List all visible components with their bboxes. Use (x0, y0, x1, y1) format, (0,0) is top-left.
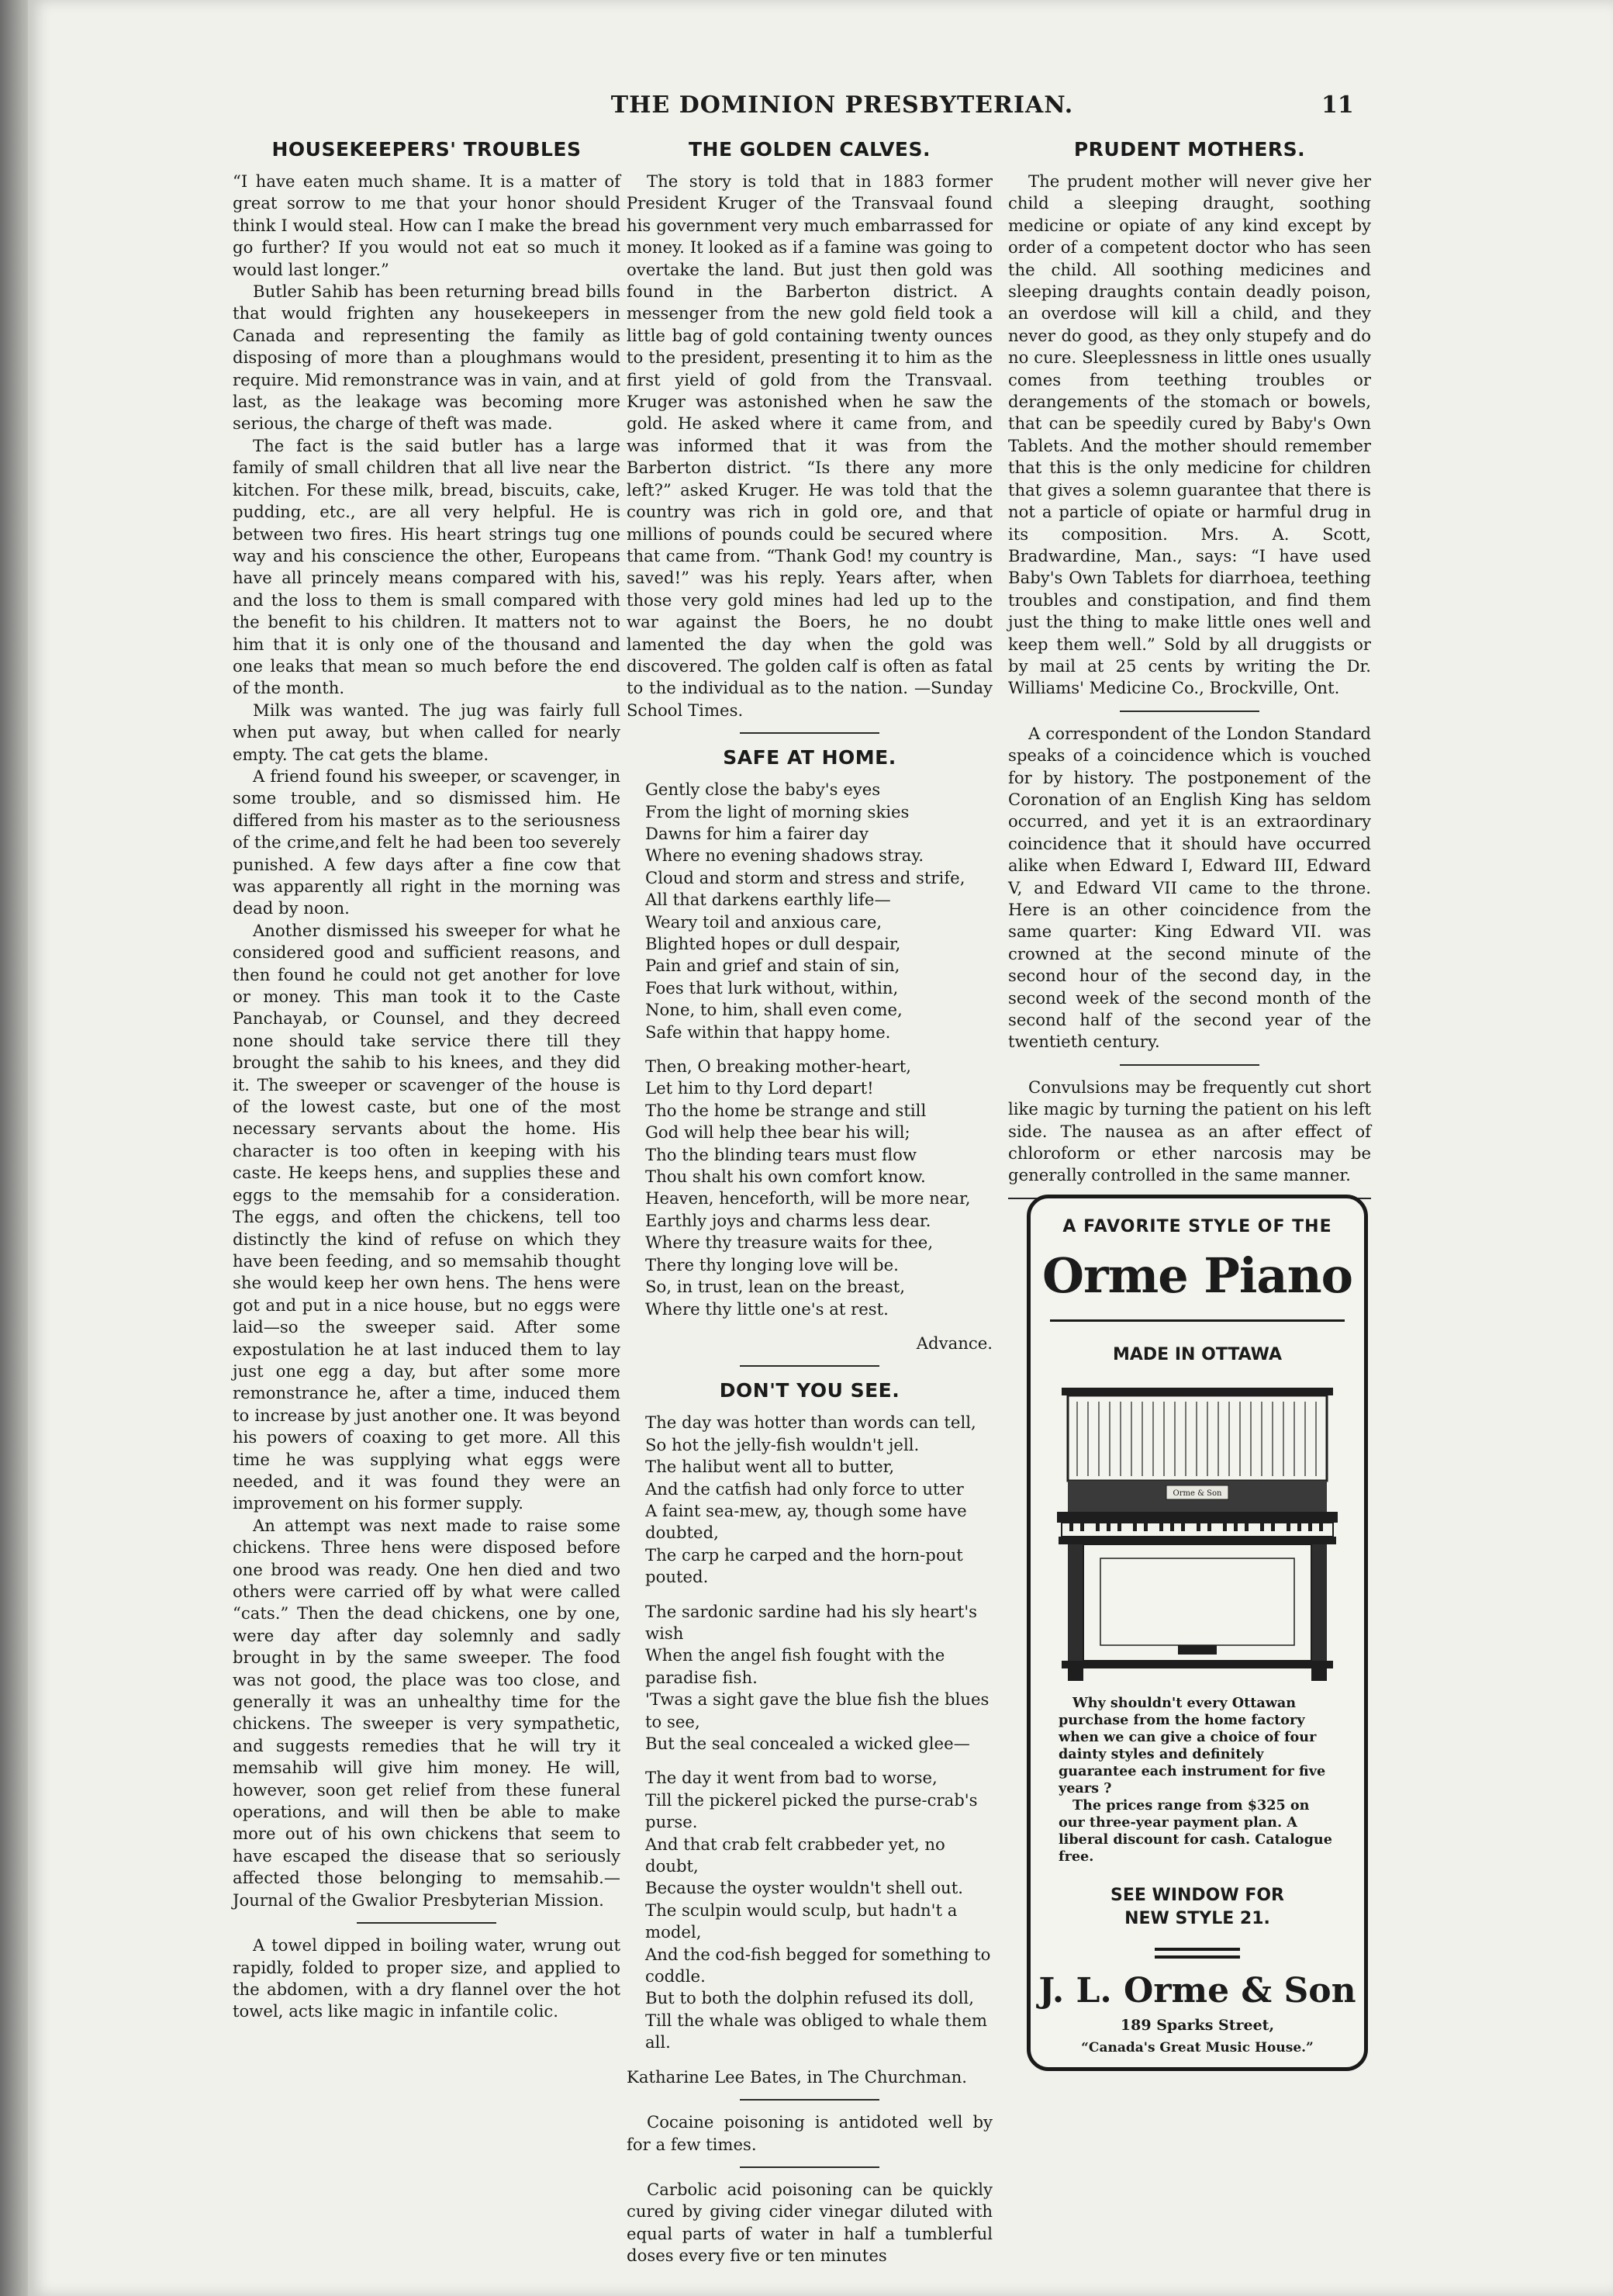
column-2 (627, 137, 993, 2267)
poem-line: But to both the dolphin refused its doll, (645, 1988, 974, 2008)
divider (740, 1365, 879, 1367)
poem-line: Safe within that happy home. (645, 1022, 891, 1042)
running-head: THE DOMINION PRESBYTERIAN. (610, 92, 1074, 119)
poem-line: God will help thee bear his will; (645, 1122, 910, 1143)
page-number: 11 (1321, 92, 1354, 119)
poem-line: The day it went from bad to worse, (645, 1768, 938, 1788)
poem-line: Blighted hopes or dull despair, (645, 934, 901, 953)
poem-credit: Katharine Lee Bates, in The Churchman. (627, 2066, 968, 2087)
divider (357, 1922, 496, 1924)
poem-line: A faint sea-mew, ay, though some have doubted, (645, 1500, 967, 1543)
poem-line: So, in trust, lean on the breast, (645, 1277, 905, 1297)
paragraph: The fact is the said butler has a large family of small children that all live near the kitchen. For these milk, bread, biscuits, cake, pudding, etc., are all very helpful. He is between two fires. His heart strings tug one way and his conscience the other, Europeans have all princely means compared with his, and the loss to them is small compared with the benefit to his children. It matters not to him that it is only one of the thousand and one leaks that mean so much before the end of the month. (233, 435, 620, 698)
poem-line: Heaven, henceforth, will be more near, (645, 1188, 971, 1209)
ad-firm-name: J. L. Orme & Son (1038, 1971, 1356, 2011)
stanza (627, 779, 993, 1043)
column-1 (233, 137, 620, 2023)
column-3 (1008, 137, 1371, 1210)
poem-line: The sculpin would sculp, but hadn't a model, (645, 1900, 958, 1942)
article-heading-housekeepers: HOUSEKEEPERS' TROUBLES (271, 138, 582, 161)
ad-double-rule (1155, 1955, 1240, 1959)
poem-line: Gently close the baby's eyes (645, 780, 881, 800)
poem-dont-you-see (627, 1412, 993, 2088)
ad-body-text: Why shouldn't every Ottawan purchase from the home factory when we can give a choice of four dainty styles and definitely guarantee each instrument for five years ? (1059, 1695, 1326, 1796)
poem-line: Thou shalt his own comfort know. (645, 1167, 926, 1187)
ad-address: 189 Sparks Street, (1120, 2017, 1275, 2034)
ad-made-in: MADE IN OTTAWA (1113, 1345, 1282, 1364)
poem-line: Till the whale was obliged to whale them all. (645, 2010, 987, 2052)
divider (740, 732, 879, 734)
poem-line: Foes that lurk without, within, (645, 977, 899, 998)
divider (740, 2099, 879, 2101)
poem-line: But the seal concealed a wicked glee— (645, 1734, 970, 1753)
divider (740, 2166, 879, 2168)
paragraph-towel: A towel dipped in boiling water, wrung out rapidly, folded to proper size, and applied to the abdomen, with a dry flannel over the hot towel, acts like magic in infantile colic. (233, 1935, 620, 2021)
ad-prices: The prices range from $325 on our three-year payment plan. A liberal discount for cash. Catalogue free. (1059, 1797, 1332, 1865)
divider (1120, 711, 1259, 712)
paragraph: A friend found his sweeper, or scavenger, in some trouble, and so dismissed him. He differed from his master as to the seriousness of the crime,and felt he had been too severely punished. A few days after a fine cow that was apparently all right in the morning was dead by noon. (233, 766, 620, 918)
paragraph: “I have eaten much shame. It is a matter of great sorrow to me that your honor should think I would steal. How can I make the bread go further? If you would not eat so much it would last longer.” (233, 171, 620, 279)
poem-line: The day was hotter than words can tell, (645, 1413, 976, 1433)
poem-line: Cloud and storm and stress and strife, (645, 867, 965, 887)
poem-line: Weary toil and anxious care, (645, 911, 882, 932)
poem-line: Till the pickerel picked the purse-crab's purse. (645, 1789, 978, 1832)
orme-piano-advertisement (1027, 1195, 1368, 2071)
poem-line: Pain and grief and stain of sin, (645, 956, 900, 976)
ad-divider (1050, 1319, 1345, 1322)
paragraph: An attempt was next made to raise some chickens. Three hens were disposed before one brood was ready. One hen died and two others were carried off by what were called “cats.” Then the dead chickens, one by one, were day after day solemnly and sadly brought in by the same sweeper. The food was not good, the place was too close, and generally it was an unhealthy time for the chickens. The sweeper is very sympathetic, and suggests remedies that he will try it memsahib will give him money. He will, however, soon get relief from these funeral operations, and will then be able to make more out of his own chickens that seem to have escaped the disease that so seriously affected those belonging to memsahib.—Journal of the Gwalior Presbyterian Mission. (233, 1515, 620, 1910)
poem-line: Dawns for him a fairer day (645, 823, 869, 843)
stanza (627, 1056, 993, 1320)
poem-line: The sardonic sardine had his sly heart's wish (645, 1601, 978, 1643)
poem-line: Tho the home be strange and still (645, 1100, 927, 1120)
ad-tagline: A FAVORITE STYLE OF THE (1062, 1217, 1332, 1236)
ad-slogan: “Canada's Great Music House.” (1081, 2040, 1314, 2056)
paragraph-carbolic: Carbolic acid poisoning can be quickly cured by giving cider vinegar diluted with equal parts of water in half a tumblerful doses every five or ten minutes (627, 2179, 993, 2266)
poem-line: Where thy treasure waits for thee, (645, 1233, 934, 1253)
poem-line: So hot the jelly-fish wouldn't jell. (645, 1434, 920, 1454)
piano-nameplate: Orme & Son (1173, 1489, 1222, 1498)
poem-line: When the angel fish fought with the paradise fish. (645, 1645, 945, 1687)
article-heading-prudent-mothers: PRUDENT MOTHERS. (1073, 138, 1306, 161)
poem-line: From the light of morning skies (645, 801, 910, 821)
page-edge-shadow (0, 0, 28, 2296)
poem-line: Then, O breaking mother-heart, (645, 1056, 911, 1077)
stanza (627, 1601, 993, 1755)
poem-line: Let him to thy Lord depart! (645, 1078, 874, 1098)
paragraph: The story is told that in 1883 former President Kruger of the Transvaal found his government very much embarrassed for money. It looked as if a famine was going to overtake the land. But just then gold was found in the Barberton district. A messenger from the new gold field took a little bag of gold containing twenty ounces to the president, presenting it to him as the first yield of gold from the Transvaal. Kruger was astonished when he saw the gold. He asked where it came from, and was informed that it was from the Barberton district. “Is there any more left?” asked Kruger. He was told that the country was rich in gold ore, and that millions of pounds could be secured where that came from. “Thank God! my country is saved!” was his reply. Years after, when those very gold mines had led up to the war against the Boers, he no doubt lamented the day when the gold was discovered. The golden calf is often as fatal to the individual as to the nation. —Sunday School Times. (627, 171, 993, 720)
poem-line: Where thy little one's at rest. (645, 1298, 889, 1319)
poem-line: And the cod-fish begged for something to coddle. (645, 1944, 991, 1987)
ad-body (1059, 1695, 1336, 1866)
ad-double-rule (1155, 1948, 1240, 1951)
ad-title: Orme Piano (1041, 1247, 1353, 1304)
poem-heading-safe-at-home: SAFE AT HOME. (723, 746, 896, 769)
poem-heading-dont-you-see: DON'T YOU SEE. (719, 1379, 900, 1402)
divider (1120, 1064, 1259, 1066)
poem-line: The carp he carped and the horn-pout pouted. (645, 1544, 963, 1587)
paragraph: Butler Sahib has been returning bread bills that would frighten any housekeepers in Canada and representing the family as disposing of more than a ploughmans would require. Mid remonstrance was in vain, and at last, as the leakage was becoming more serious, the charge of theft was made. (233, 282, 620, 434)
stanza (627, 1767, 993, 2053)
paragraph-convulsions: Convulsions may be frequently cut short like magic by turning the patient on his left side. The nausea as an after effect of chloroform or ether narcosis may be generally controlled in the same manner. (1008, 1077, 1371, 1185)
poem-safe-at-home (627, 779, 993, 1354)
paragraph: Another dismissed his sweeper for what he considered good and sufficient reasons, and then found he could not get another for love or money. This man took it to the Caste Panchayab, or Counsel, and they decreed none should take service there till they brought the sahib to his knees, and they did it. The sweeper or scavenger of the house is of the lowest caste, but one of the most necessary servants about the home. His character is too often in keeping with his caste. He keeps hens, and supplies these and eggs to the memsahib for a consideration. The eggs, and often the chickens, tell too distinctly the kind of refuse on which they have been feeding, and so memsahib thought she would keep her own hens. The hens were got and put in a nice house, but no eggs were laid—so the sweeper said. After some expostulation he at last induced them to lay just one egg a day, but after some more remonstrance he, after a time, induced them to increase by just another one. It was beyond his powers of coaxing to get more. All this time he was supplying what eggs were needed, and it was found they were an improvement on his former supply. (233, 920, 620, 1513)
newspaper-page (28, 0, 1613, 2296)
poem-line: All that darkens earthly life— (645, 890, 891, 910)
ad-window-line-1: SEE WINDOW FOR (1110, 1886, 1284, 1905)
poem-line: Tho the blinding tears must flow (645, 1144, 917, 1164)
poem-line: There thy longing love will be. (645, 1254, 899, 1274)
poem-line: The halibut went all to butter, (645, 1457, 895, 1477)
piano-illustration (1054, 1381, 1341, 1686)
ad-window-line-2: NEW STYLE 21. (1124, 1909, 1270, 1928)
poem-line: Because the oyster wouldn't shell out. (645, 1878, 963, 1898)
poem-credit: Advance. (916, 1333, 993, 1353)
poem-line: 'Twas a sight gave the blue fish the blues to see, (645, 1689, 990, 1731)
poem-line: And that crab felt crabbeder yet, no doubt, (645, 1834, 945, 1876)
poem-line: Earthly joys and charms less dear. (645, 1210, 931, 1230)
poem-line: None, to him, shall even come, (645, 1000, 903, 1020)
paragraph-prudent: The prudent mother will never give her child a sleeping draught, soothing medicine or opiate of any kind except by order of a competent doctor who has seen the child. All soothing medicines and sleeping draughts contain deadly poison, an overdose will kill a child, and they never do good, as they only stupefy and do no cure. Sleeplessness in little ones usually comes from teething troubles or derangements of the stomach or bowels, that can be speedily cured by Baby's Own Tablets. And the mother should remember that this is the only medicine for children that gives a solemn guarantee that there is not a particle of opiate or harmful drug in its composition. Mrs. A. Scott, Bradwardine, Man., says: “I have used Baby's Own Tablets for diarrhoea, teething troubles and constipation, and find them just the thing to make little ones well and keep them well.” Sold by all druggists or by mail at 25 cents by writing the Dr. Williams' Medicine Co., Brockville, Ont. (1008, 171, 1371, 698)
paragraph-coincidence: A correspondent of the London Standard speaks of a coincidence which is vouched for by history. The postponement of the Coronation of an English King has seldom occurred, and yet it is an extraordinary coincidence that it should have occurred alike when Edward I, Edward III, Edward V, and Edward VII came to the throne. Here is an other coincidence from the same quarter: King Edward VII. was crowned at the second minute of the second hour of the second day, in the second week of the second month of the second half of the second year of the twentieth century. (1008, 723, 1371, 1052)
article-heading-golden-calves: THE GOLDEN CALVES. (688, 138, 931, 161)
stanza (627, 1412, 993, 1588)
paragraph-cocaine: Cocaine poisoning is antidoted well by for a few times. (627, 2112, 993, 2154)
poem-line: And the catfish had only force to utter (645, 1478, 964, 1499)
poem-line: Where no evening shadows stray. (645, 845, 924, 866)
paragraph: Milk was wanted. The jug was fairly full when put away, but when called for nearly empty. The cat gets the blame. (233, 700, 620, 764)
